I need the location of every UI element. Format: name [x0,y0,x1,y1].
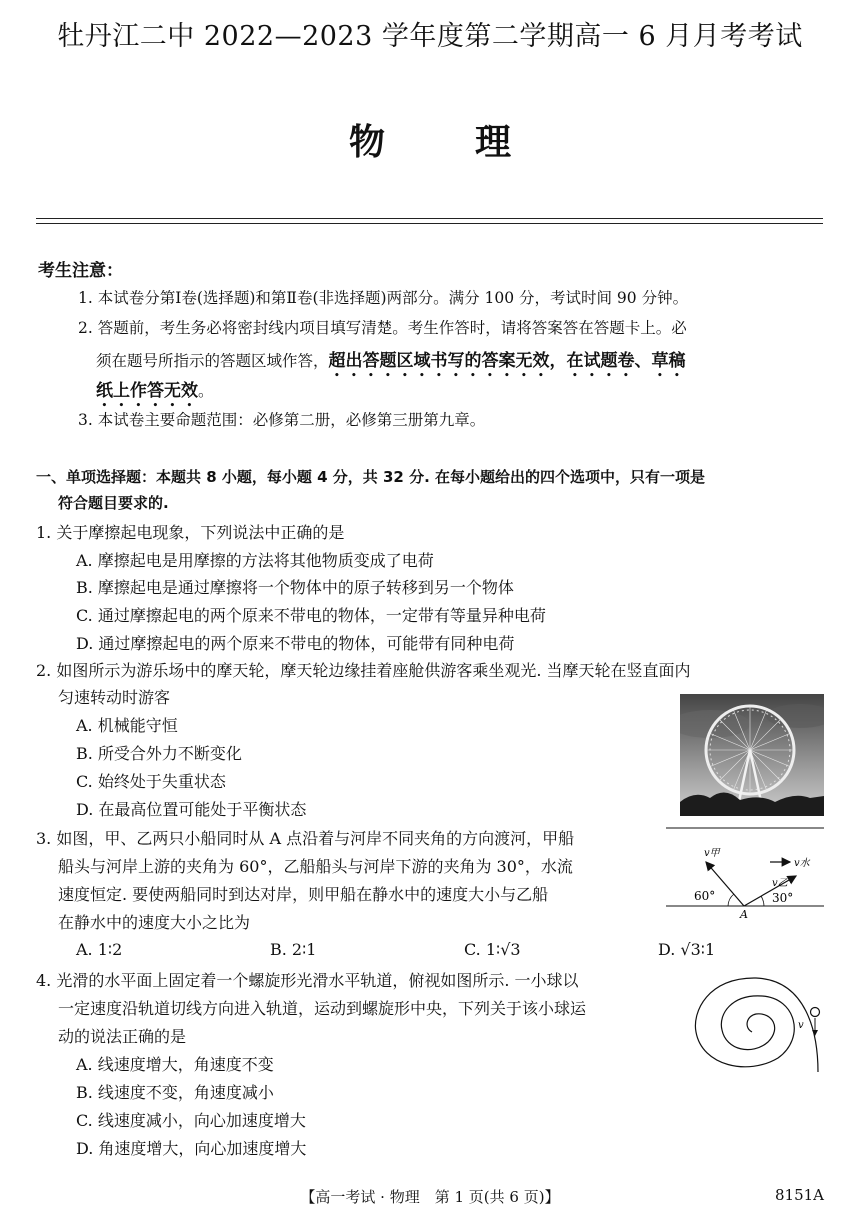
q3-option-c: C. 1∶√3 [464,940,521,959]
q4-option-c: C. 线速度减小，向心加速度增大 [76,1111,306,1130]
v-jia-label: v甲 [704,848,720,859]
header-rule-bottom [36,223,823,224]
notice-item-1: 1. 本试卷分第Ⅰ卷(选择题)和第Ⅱ卷(非选择题)两部分。满分 100 分，考试时间 90 分钟。 [78,289,689,307]
angle-60-label: 60° [694,889,716,903]
q1-option-c: C. 通过摩擦起电的两个原来不带电的物体，一定带有等量异种电荷 [76,606,546,625]
q3-option-d: D. √3∶1 [658,940,716,959]
notice-emphasis-2: 在试题卷、草稿 [566,351,686,371]
section1-heading-line-1: 一、单项选择题：本题共 8 小题，每小题 4 分，共 32 分. 在每小题给出的四个选项中，只有一项是 [36,468,706,486]
v-shui-label: v水 [794,858,810,869]
q1-option-a: A. 摩擦起电是用摩擦的方法将其他物质变成了电荷 [76,551,434,570]
ferris-wheel-photo [680,694,824,816]
q3-stem-line-3: 速度恒定. 要使两船同时到达对岸，则甲船在静水中的速度大小与乙船 [58,885,549,904]
q4-option-a: A. 线速度增大，角速度不变 [76,1055,274,1074]
notice-emphasis-1: 超出答题区域书写的答案无效 [328,351,550,371]
q3-stem-line-2: 船头与河岸上游的夹角为 60°，乙船船头与河岸下游的夹角为 30°，水流 [58,857,573,876]
page-footer: 【高一考试 · 物理 第 1 页(共 6 页)】 [300,1188,560,1206]
subject-title: 物理 [348,122,601,163]
river-crossing-diagram [664,826,824,918]
q3-stem-line-1: 3. 如图，甲、乙两只小船同时从 A 点沿着与河岸不同夹角的方向渡河，甲船 [36,829,575,848]
notice-emphasis-sep: ， [549,351,567,371]
q2-option-a: A. 机械能守恒 [76,716,178,735]
q4-stem-line-3: 动的说法正确的是 [58,1027,187,1046]
notice-item-3: 3. 本试卷主要命题范围：必修第二册，必修第三册第九章。 [78,411,486,429]
header-rule-top [36,218,823,219]
q3-stem-line-4: 在静水中的速度大小之比为 [58,913,251,932]
notice-item-2-end: 。 [198,382,214,400]
q4-option-b: B. 线速度不变，角速度减小 [76,1083,274,1102]
point-a-label: A [740,908,748,918]
q4-stem-line-2: 一定速度沿轨道切线方向进入轨道，运动到螺旋形中央，下列关于该小球运 [58,999,587,1018]
q2-option-c: C. 始终处于失重状态 [76,772,226,791]
notice-emphasis-3: 纸上作答无效 [96,381,198,401]
q4-option-d: D. 角速度增大，向心加速度增大 [76,1139,307,1158]
q2-option-d: D. 在最高位置可能处于平衡状态 [76,800,307,819]
notice-item-2-plain: 须在题号所指示的答题区域作答， [96,352,329,370]
q2-stem-line-2: 匀速转动时游客 [58,688,171,707]
notice-title: 考生注意： [38,261,123,281]
angle-30-label: 30° [772,891,794,905]
q1-stem: 1. 关于摩擦起电现象，下列说法中正确的是 [36,523,345,542]
notice-item-2-line-3 [96,376,214,411]
q3-option-b: B. 2∶1 [270,940,317,959]
q1-option-b: B. 摩擦起电是通过摩擦将一个物体中的原子转移到另一个物体 [76,578,514,597]
section1-heading-line-2: 符合题目要求的. [58,494,169,512]
paper-code: 8151A [774,1186,824,1204]
q3-option-a: A. 1∶2 [76,940,123,959]
q1-option-d: D. 通过摩擦起电的两个原来不带电的物体，可能带有同种电荷 [76,634,515,653]
spiral-track-diagram [688,972,824,1082]
notice-item-2-line-1: 2. 答题前，考生务必将密封线内项目填写清楚。考生作答时，请将答案答在答题卡上。必 [78,319,687,337]
q4-stem-line-1: 4. 光滑的水平面上固定着一个螺旋形光滑水平轨道，俯视如图所示. 一小球以 [36,971,579,990]
q2-stem-line-1: 2. 如图所示为游乐场中的摩天轮，摩天轮边缘挂着座舱供游客乘坐观光. 当摩天轮在竖直面内 [36,661,691,680]
velocity-label: v [798,1020,804,1031]
ball [811,1008,820,1017]
v-yi-label: v乙 [772,878,788,889]
q2-option-b: B. 所受合外力不断变化 [76,744,242,763]
exam-title: 牡丹江二中 2022—2023 学年度第二学期高一 6 月月考考试 [57,21,803,52]
